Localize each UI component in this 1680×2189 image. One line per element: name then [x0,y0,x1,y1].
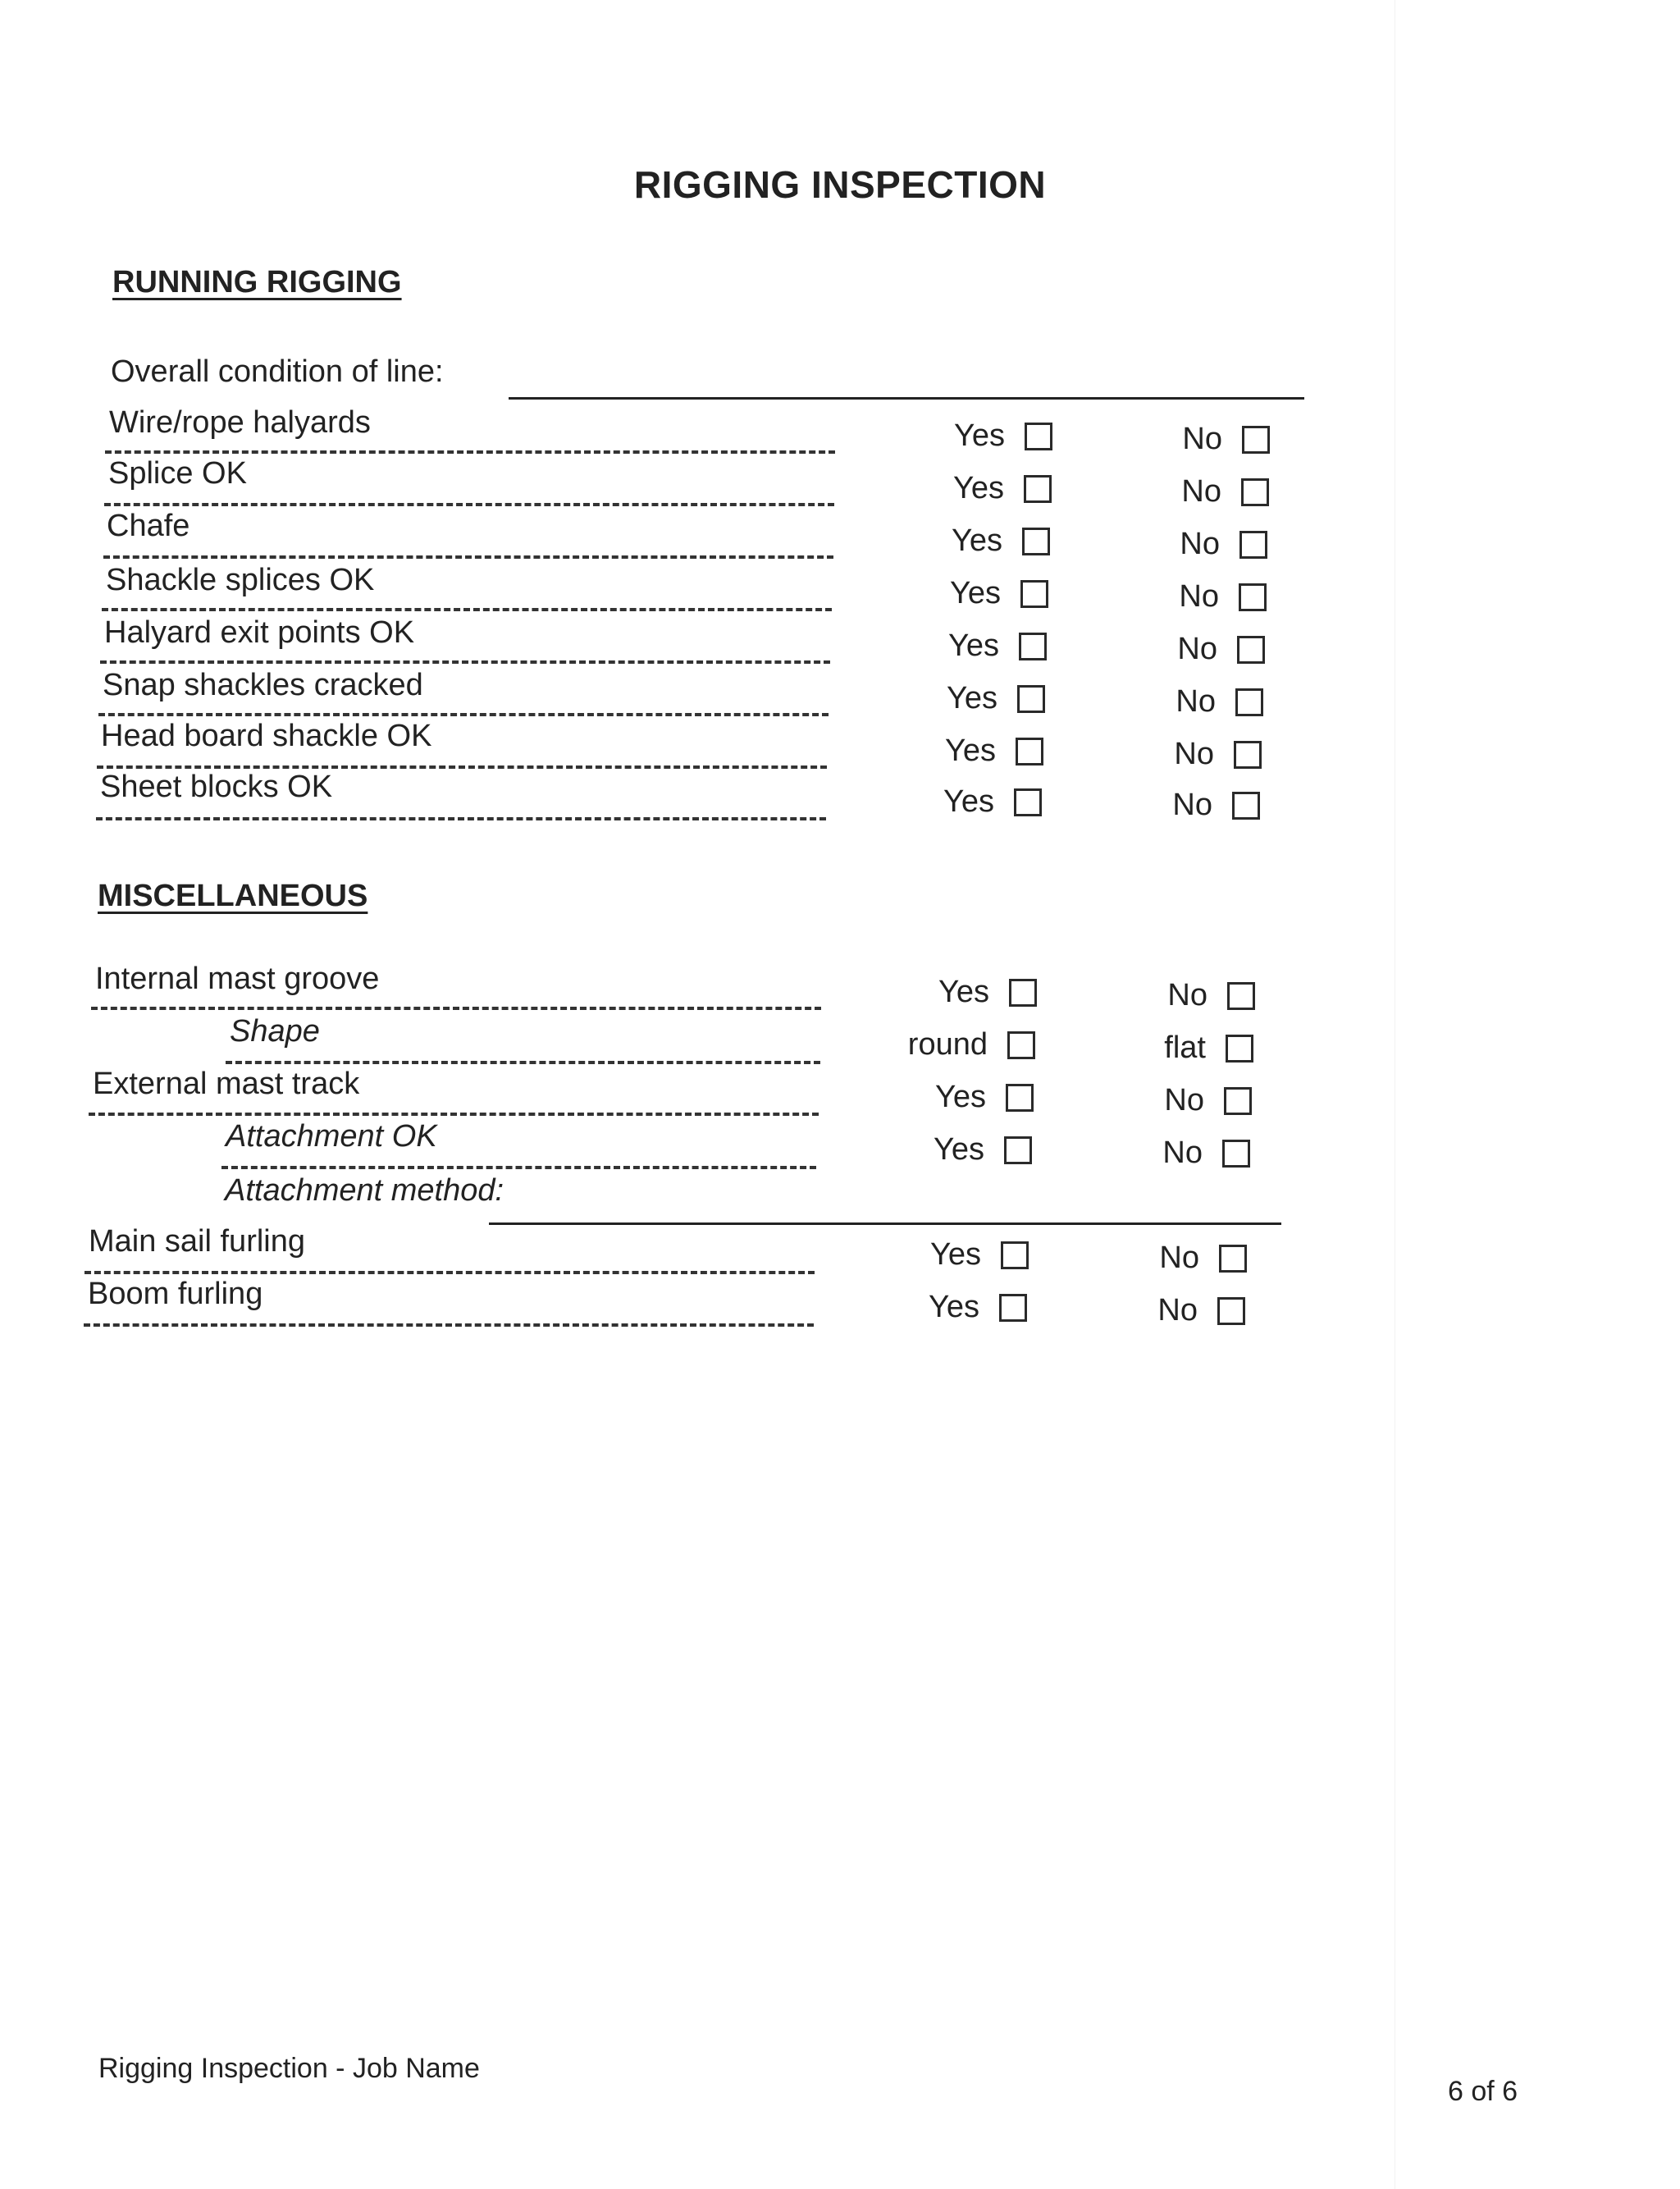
yes-checkbox[interactable] [1004,1136,1032,1164]
flat-checkbox[interactable] [1226,1035,1253,1063]
yes-option[interactable] [897,628,1047,664]
no-label: No [1181,474,1221,509]
yes-checkbox[interactable] [1001,1241,1029,1269]
yes-label: Yes [954,418,1005,453]
row-label-shape: Shape [230,1014,320,1049]
row-dotted-line [97,765,827,769]
yes-checkbox[interactable] [1016,738,1043,765]
row-dotted-line [98,713,829,716]
no-label: No [1172,788,1212,822]
yes-label: Yes [950,576,1001,610]
round-option[interactable] [885,1027,1035,1063]
row-label-attachment-ok: Attachment OK [226,1119,437,1154]
row-dotted-line [221,1166,816,1169]
no-checkbox[interactable] [1222,1140,1250,1168]
no-label: No [1180,527,1220,561]
yes-option[interactable] [893,733,1043,769]
footer-page-number: 6 of 6 [1448,2076,1518,2107]
no-option[interactable] [1132,422,1270,457]
no-label: No [1157,1293,1198,1328]
overall-condition-label: Overall condition of line: [111,354,444,389]
footer-document-name: Rigging Inspection - Job Name [98,2053,480,2084]
yes-option[interactable] [887,975,1037,1010]
row-label-head-board-shackle-ok: Head board shackle OK [101,719,432,753]
miscellaneous-heading: MISCELLANEOUS [98,879,368,913]
yes-option[interactable] [902,418,1052,454]
no-option[interactable] [1112,1136,1250,1171]
yes-label: Yes [934,1132,984,1167]
row-label-sheet-blocks-ok: Sheet blocks OK [100,770,333,804]
page-title: RIGGING INSPECTION [633,163,1047,206]
no-checkbox[interactable] [1242,426,1270,454]
row-label-main-sail-furling: Main sail furling [89,1224,305,1259]
yes-label: Yes [943,784,994,819]
yes-option[interactable] [900,523,1050,559]
row-dotted-line [102,608,832,611]
no-checkbox[interactable] [1234,741,1262,769]
yes-checkbox[interactable] [1019,633,1047,660]
no-option[interactable] [1109,1241,1247,1276]
yes-checkbox[interactable] [1025,423,1052,450]
no-option[interactable] [1122,788,1260,823]
no-label: No [1167,978,1208,1012]
row-label-chafe: Chafe [107,509,190,543]
yes-checkbox[interactable] [1017,685,1045,713]
row-dotted-line [103,555,833,559]
flat-option[interactable] [1116,1031,1253,1066]
round-checkbox[interactable] [1007,1031,1035,1059]
yes-option[interactable] [902,471,1052,506]
no-checkbox[interactable] [1227,982,1255,1010]
flat-label: flat [1164,1031,1206,1065]
no-option[interactable] [1107,1293,1245,1328]
no-option[interactable] [1130,527,1267,562]
no-option[interactable] [1131,474,1269,510]
attachment-method-line[interactable] [489,1222,1281,1225]
no-label: No [1182,422,1222,456]
row-dotted-line [91,1007,821,1010]
round-label: round [907,1027,988,1062]
no-option[interactable] [1114,1083,1252,1118]
row-dotted-line [100,660,830,664]
attachment-method-label: Attachment method: [225,1173,504,1208]
no-checkbox[interactable] [1232,792,1260,820]
no-label: No [1159,1241,1199,1275]
row-dotted-line [89,1113,819,1116]
yes-option[interactable] [883,1080,1034,1115]
row-label-splice-ok: Splice OK [108,456,247,491]
row-dotted-line [105,450,835,454]
yes-label: Yes [952,523,1002,558]
no-option[interactable] [1117,978,1255,1013]
no-checkbox[interactable] [1217,1297,1245,1325]
yes-label: Yes [953,471,1004,505]
no-label: No [1176,684,1216,719]
yes-checkbox[interactable] [1022,528,1050,555]
no-checkbox[interactable] [1235,688,1263,716]
row-dotted-line [104,503,834,506]
yes-option[interactable] [879,1237,1029,1273]
row-dotted-line [84,1323,814,1327]
no-checkbox[interactable] [1224,1087,1252,1115]
no-option[interactable] [1127,632,1265,667]
yes-checkbox[interactable] [999,1294,1027,1322]
no-option[interactable] [1124,737,1262,772]
no-checkbox[interactable] [1241,478,1269,506]
row-dotted-line [96,817,826,820]
row-label-snap-shackles-cracked: Snap shackles cracked [103,668,423,702]
yes-option[interactable] [895,681,1045,716]
yes-checkbox[interactable] [1024,475,1052,503]
row-label-external-mast-track: External mast track [93,1067,360,1101]
row-label-internal-mast-groove: Internal mast groove [95,962,380,996]
yes-checkbox[interactable] [1014,788,1042,816]
yes-checkbox[interactable] [1006,1084,1034,1112]
no-label: No [1177,632,1217,666]
no-checkbox[interactable] [1239,531,1267,559]
yes-label: Yes [930,1237,981,1272]
overall-condition-line[interactable] [509,397,1304,400]
yes-option[interactable] [892,784,1042,820]
row-label-wire-rope-halyards: Wire/rope halyards [109,405,371,440]
yes-option[interactable] [882,1132,1032,1168]
no-option[interactable] [1129,579,1267,615]
yes-option[interactable] [877,1290,1027,1325]
no-label: No [1174,737,1214,771]
no-label: No [1162,1136,1203,1170]
no-label: No [1164,1083,1204,1117]
yes-label: Yes [945,733,996,768]
running-rigging-heading: RUNNING RIGGING [112,265,402,299]
yes-label: Yes [938,975,989,1009]
row-label-shackle-splices-ok: Shackle splices OK [106,563,375,597]
row-label-halyard-exit-points-ok: Halyard exit points OK [104,615,415,650]
row-dotted-line [84,1271,815,1274]
no-checkbox[interactable] [1239,583,1267,611]
yes-label: Yes [947,681,998,715]
no-option[interactable] [1125,684,1263,720]
no-checkbox[interactable] [1237,636,1265,664]
row-label-boom-furling: Boom furling [88,1277,263,1311]
yes-label: Yes [929,1290,979,1324]
yes-label: Yes [935,1080,986,1114]
no-checkbox[interactable] [1219,1245,1247,1273]
yes-checkbox[interactable] [1009,979,1037,1007]
no-label: No [1179,579,1219,614]
row-dotted-line [226,1061,820,1064]
yes-label: Yes [948,628,999,663]
yes-option[interactable] [898,576,1048,611]
yes-checkbox[interactable] [1020,580,1048,608]
